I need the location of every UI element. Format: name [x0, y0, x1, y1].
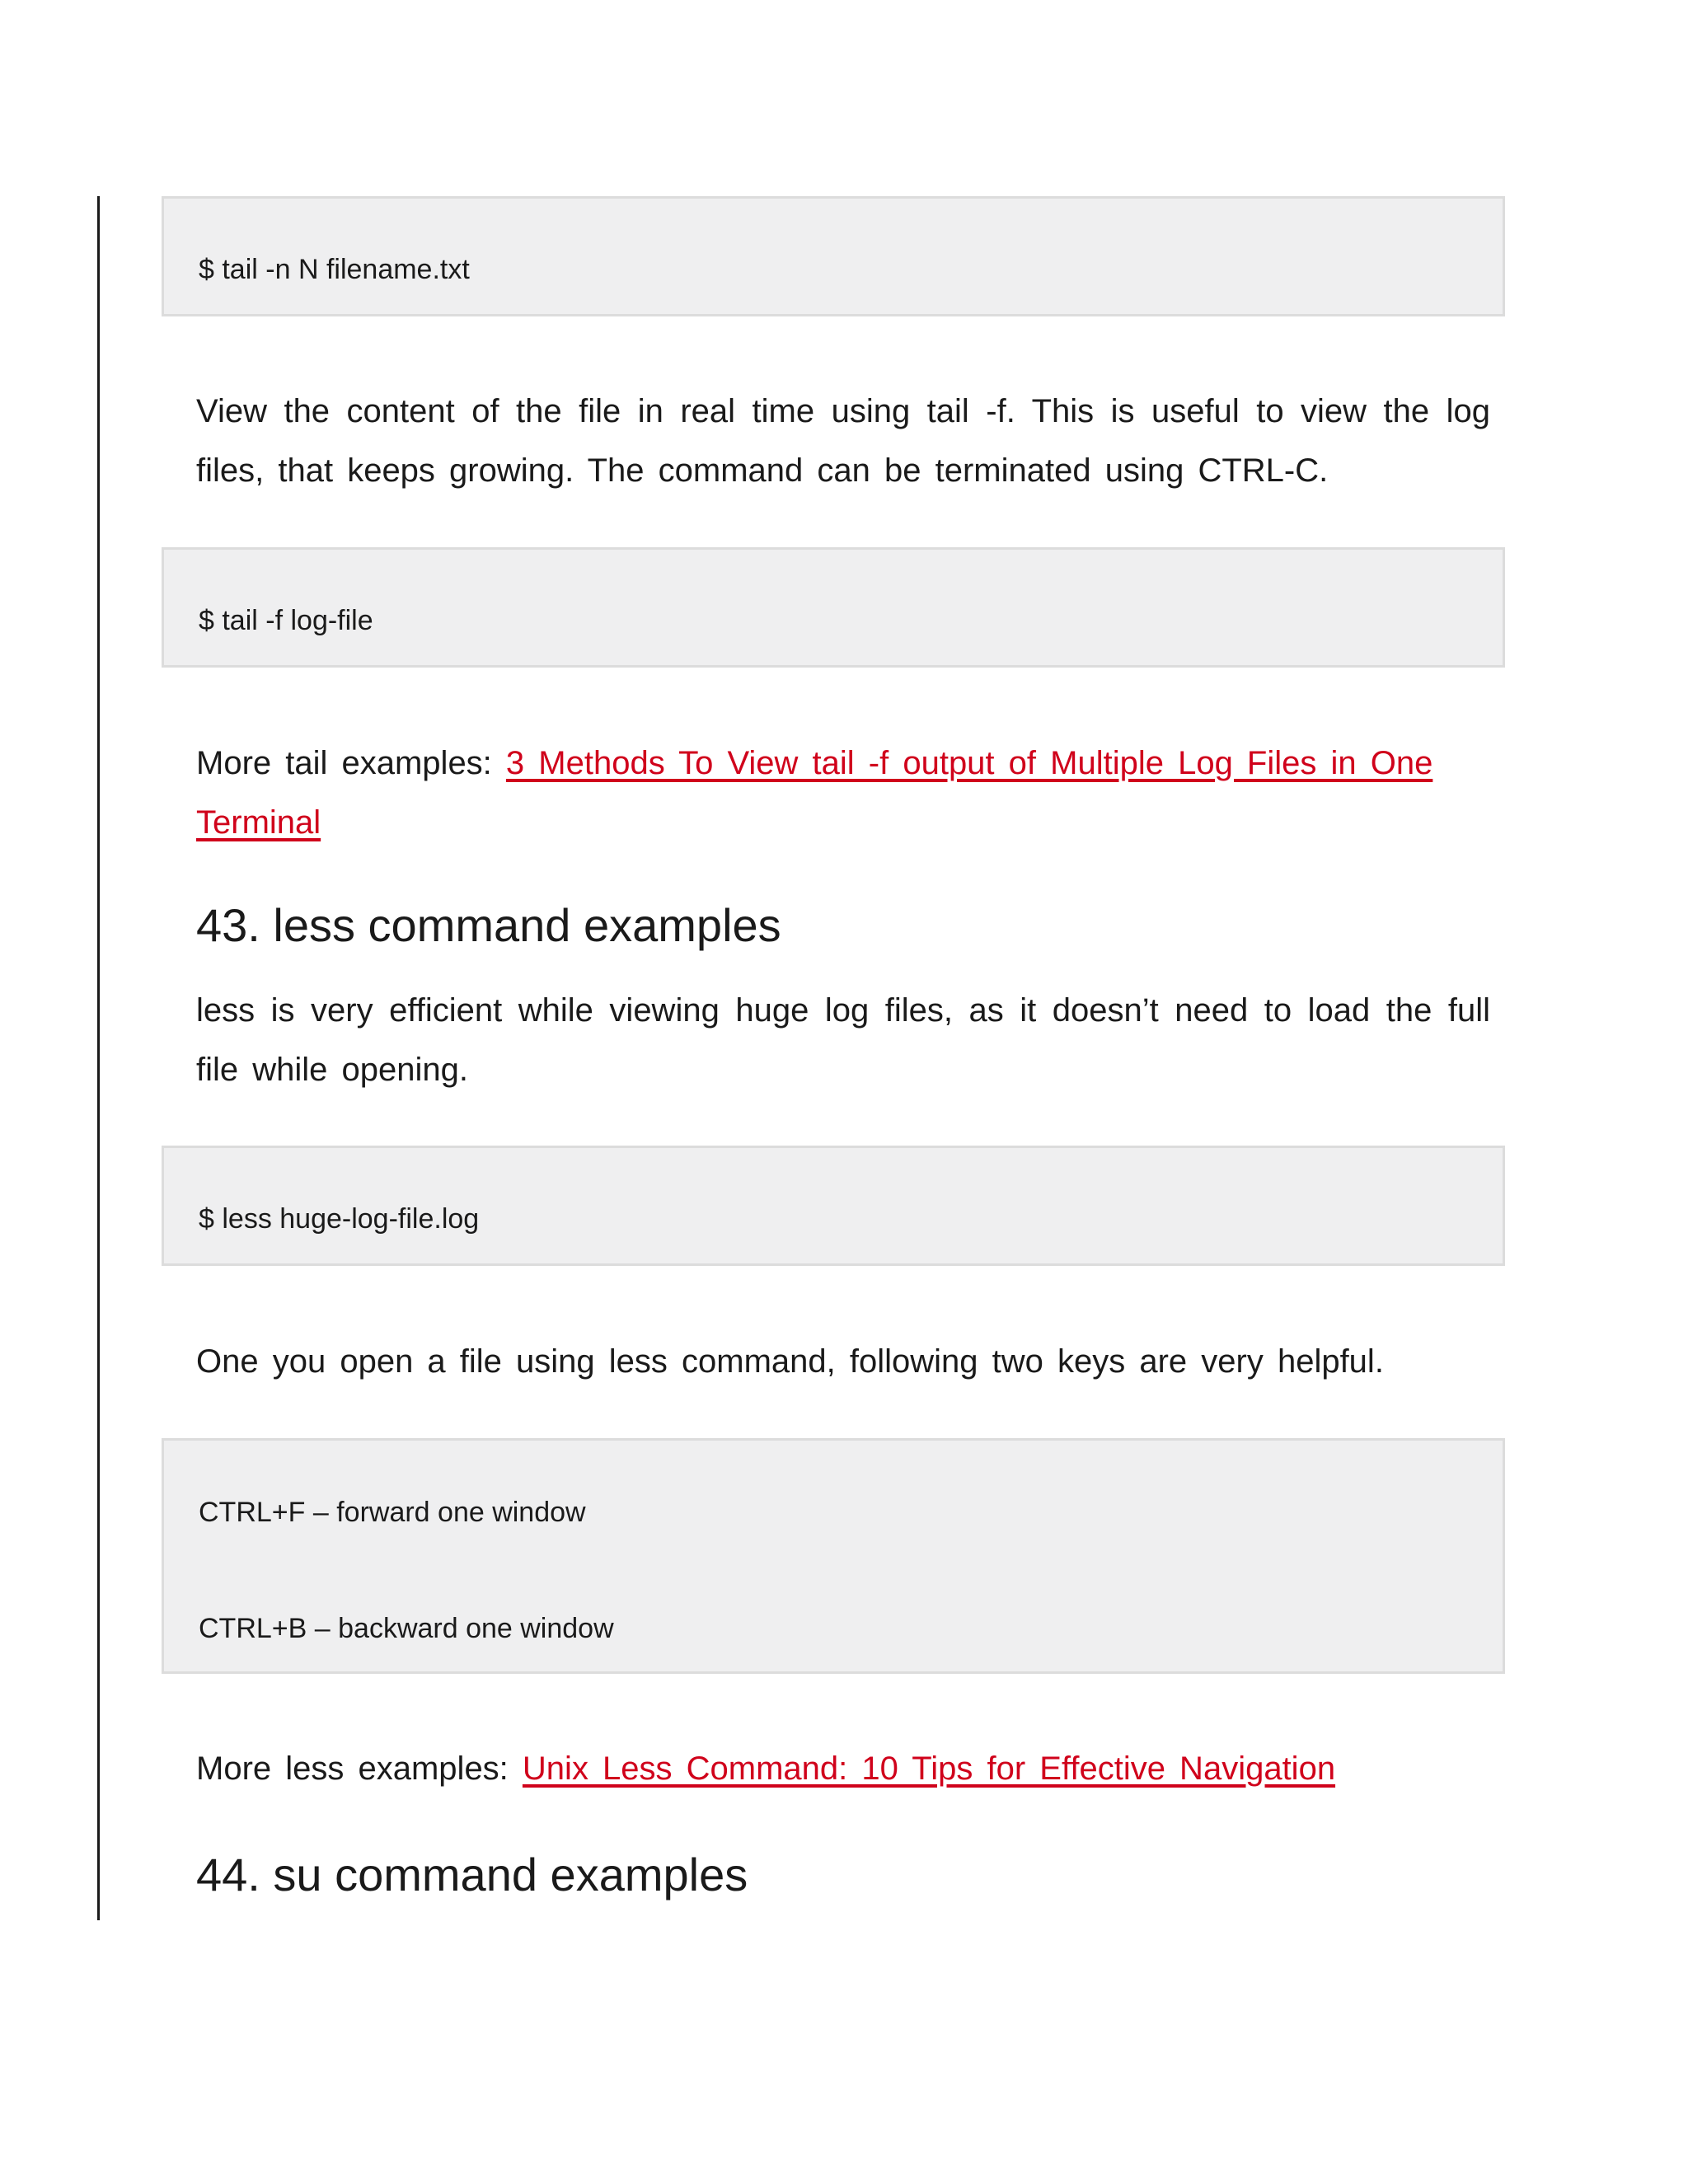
- more-less-examples: [196, 1739, 1490, 1798]
- code-block-tail-n: [162, 196, 1505, 316]
- paragraph-less: less is very efficient while viewing huge log files, as it doesn’t need to load the full file while opening.: [196, 992, 1490, 1088]
- more-less-prefix: More less examples:: [196, 1750, 523, 1787]
- paragraph-tail-f: View the content of the file in real time using tail -f. This is useful to view the log files, that keeps growing. The command can be terminated using CTRL-C.: [196, 393, 1490, 489]
- code-line: $ tail -n N filename.txt: [199, 254, 470, 285]
- code-block-keys: [162, 1438, 1505, 1674]
- code-block-less: [162, 1146, 1505, 1266]
- heading-su-command: 44. su command examples: [196, 1849, 748, 1900]
- code-line: $ less huge-log-file.log: [199, 1203, 480, 1235]
- code-line-forward: CTRL+F – forward one window: [199, 1497, 586, 1528]
- more-tail-examples: [196, 733, 1490, 852]
- margin-rule: [97, 196, 100, 1920]
- heading-less-command: 43. less command examples: [196, 899, 781, 951]
- more-tail-prefix: More tail examples:: [196, 745, 506, 781]
- code-line: $ tail -f log-file: [199, 605, 373, 636]
- tail-examples-link[interactable]: 3 Methods To View tail -f output of Multiple Log Files in One Terminal: [196, 745, 1433, 841]
- paragraph-keys: One you open a file using less command, following two keys are very helpful.: [196, 1343, 1384, 1380]
- code-block-tail-f: [162, 547, 1505, 668]
- less-examples-link[interactable]: Unix Less Command: 10 Tips for Effective Navigation: [522, 1750, 1336, 1787]
- code-line-backward: CTRL+B – backward one window: [199, 1613, 614, 1644]
